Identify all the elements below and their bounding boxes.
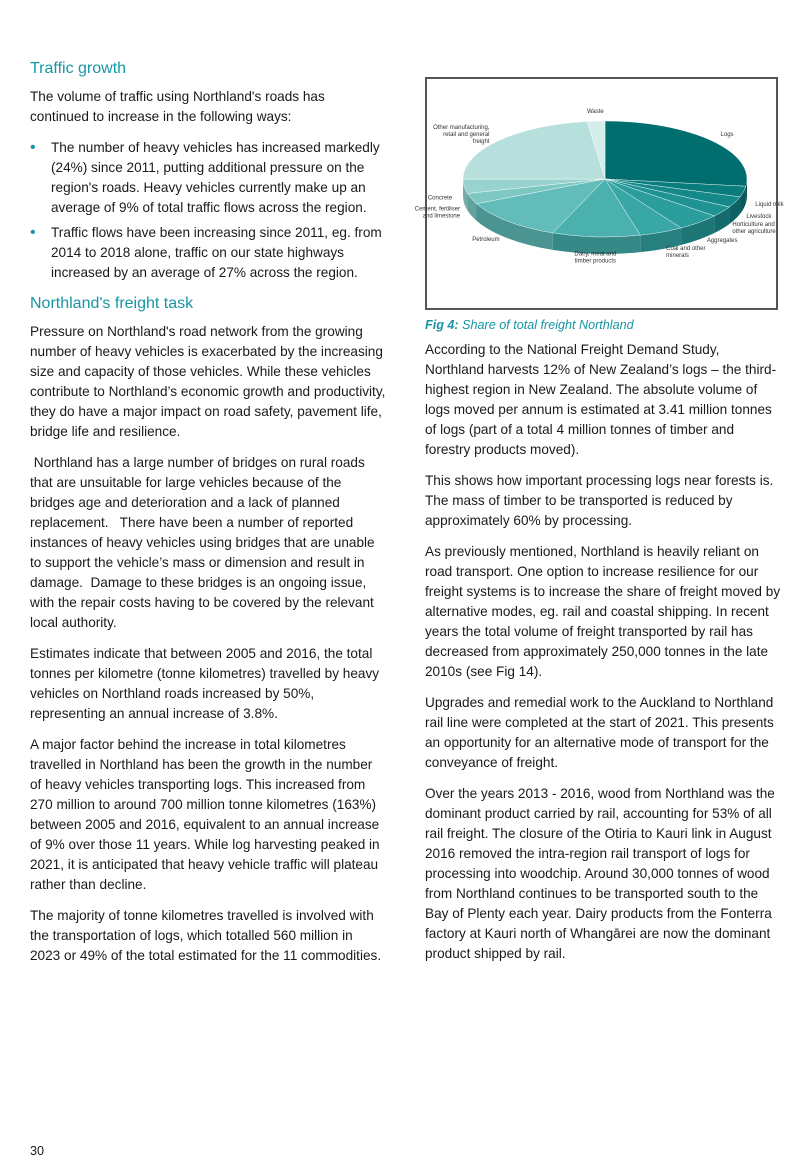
right-column <box>414 77 784 975</box>
bullet-text: The number of heavy vehicles has increased markedly (24%) since 2011, putting additional pressure on the region's roads. Heavy vehicles currently make up an average of 9% of total traffic flows across the region. <box>51 140 380 215</box>
traffic-bullet-list <box>30 138 386 283</box>
paragraph: Estimates indicate that between 2005 and 2016, the total tonnes per kilometre (tonne kilometres) travelled by heavy vehicles on Northland roads increased by 50%, representing an annual increase of 3.8%. <box>30 646 380 721</box>
paragraph: This shows how important processing logs near forests is. The mass of timber to be transported is reduced by approximately 60% by processing. <box>425 473 774 528</box>
paragraph: Upgrades and remedial work to the Auckland to Northland rail line were completed at the start of 2021. This presents an opportunity for an alternative mode of transport for the conveyance of freight. <box>425 695 774 770</box>
list-item <box>30 223 386 283</box>
pie-label: Aggregates <box>706 238 738 245</box>
pie-label: Cement, fertiliser and limestone <box>414 206 461 220</box>
paragraph: Northland has a large number of bridges on rural roads that are unsuitable for large vehicles because of the bridges age and deterioration and a lack of planned replacement. There have been a number of reported instances of heavy vehicles using bridges that are unable to support the vehicle’s mass or dimension and result in damage. Damage to these bridges is an ongoing issue, with the repair costs having to be covered by the relevant local authority. <box>30 455 379 630</box>
pie-label: Logs <box>720 132 734 139</box>
list-item <box>30 138 386 218</box>
figure-caption <box>425 316 781 334</box>
pie-label: Waste <box>586 109 604 116</box>
pie-label: Liquid milk <box>755 202 784 209</box>
page-number: 30 <box>30 1144 45 1158</box>
pie-label: Petroleum <box>472 236 500 243</box>
pie-label: Coal and other minerals <box>666 246 706 260</box>
paragraph: As previously mentioned, Northland is heavily reliant on road transport. One option to increase resilience for our freight systems is to increase the share of freight moved by alternative modes, eg. rail and coastal shipping. In recent years the total volume of freight transported by rail has decreased from approximately 250,000 tonnes in the late 2010s (see Fig 14). <box>425 544 781 679</box>
figure-title: Share of total freight Northland <box>458 318 634 332</box>
pie-label: Other manufacturing, retail and general freight <box>433 125 490 146</box>
figure-label: Fig 4: <box>425 318 459 332</box>
left-column <box>30 58 386 977</box>
heading-freight-task: Northland's freight task <box>30 295 194 312</box>
paragraph: According to the National Freight Demand Study, Northland harvests 12% of New Zealand’s logs – the third-highest region in New Zealand. The absolute volume of logs moved per annum is estimated at 3.41 million tonnes of logs (part of a total 4 million tonnes of timber and forestry products moved). <box>425 342 777 457</box>
pie-label: Concrete <box>427 195 453 202</box>
pie-label: Dairy, meat and timber products <box>574 251 617 265</box>
heading-traffic-growth: Traffic growth <box>30 60 127 77</box>
pie-label: Livestock <box>746 214 772 221</box>
freight-pie-chart <box>414 77 784 310</box>
bullet-icon: • <box>30 139 36 156</box>
paragraph: Over the years 2013 - 2016, wood from Northland was the dominant product carried by rail, accounting for 53% of all rail freight. The closure of the Otiria to Kauri link in August 2016 removed the intra-region rail transport of logs for processing into woodchip. Around 30,000 tonnes of wood from Northland continues to be transported south to the Bay of Plenty each year. Dairy products from the Fonterra factory at Kauri north of Whangārei are now the dominant product shipped by rail. <box>425 786 775 961</box>
bullet-icon: • <box>30 224 36 241</box>
pie-chart-svg <box>414 79 784 308</box>
pie-slice <box>605 121 747 186</box>
traffic-intro: The volume of traffic using Northland's roads has continued to increase in the following ways: <box>30 89 325 124</box>
bullet-text: Traffic flows have been increasing since 2011, eg. from 2014 to 2018 alone, traffic on our state highways increased by an average of 27% across the region. <box>51 225 382 280</box>
pie-label: Horticulture and other agriculture <box>732 221 776 235</box>
paragraph: The majority of tonne kilometres travelled is involved with the transportation of logs, which totalled 560 million in 2023 or 49% of the total estimated for the 11 commodities. <box>30 908 382 963</box>
paragraph: A major factor behind the increase in total kilometres travelled in Northland has been the growth in the number of heavy vehicles transporting logs. This increased from 270 million to around 700 million tonne kilometres (163%) between 2005 and 2016, equivalent to an annual increase of 9% over those 11 years. While log harvesting peaked in 2021, it is anticipated that heavy vehicle traffic will plateau rather than decline. <box>30 737 380 892</box>
paragraph: Pressure on Northland's road network from the growing number of heavy vehicles is exacerbated by the increasing size and capacity of those vehicles. While these vehicles contribute to Northland’s economic growth and productivity, they do have a major impact on road safety, pavement life, bridge life and resilience. <box>30 324 386 439</box>
